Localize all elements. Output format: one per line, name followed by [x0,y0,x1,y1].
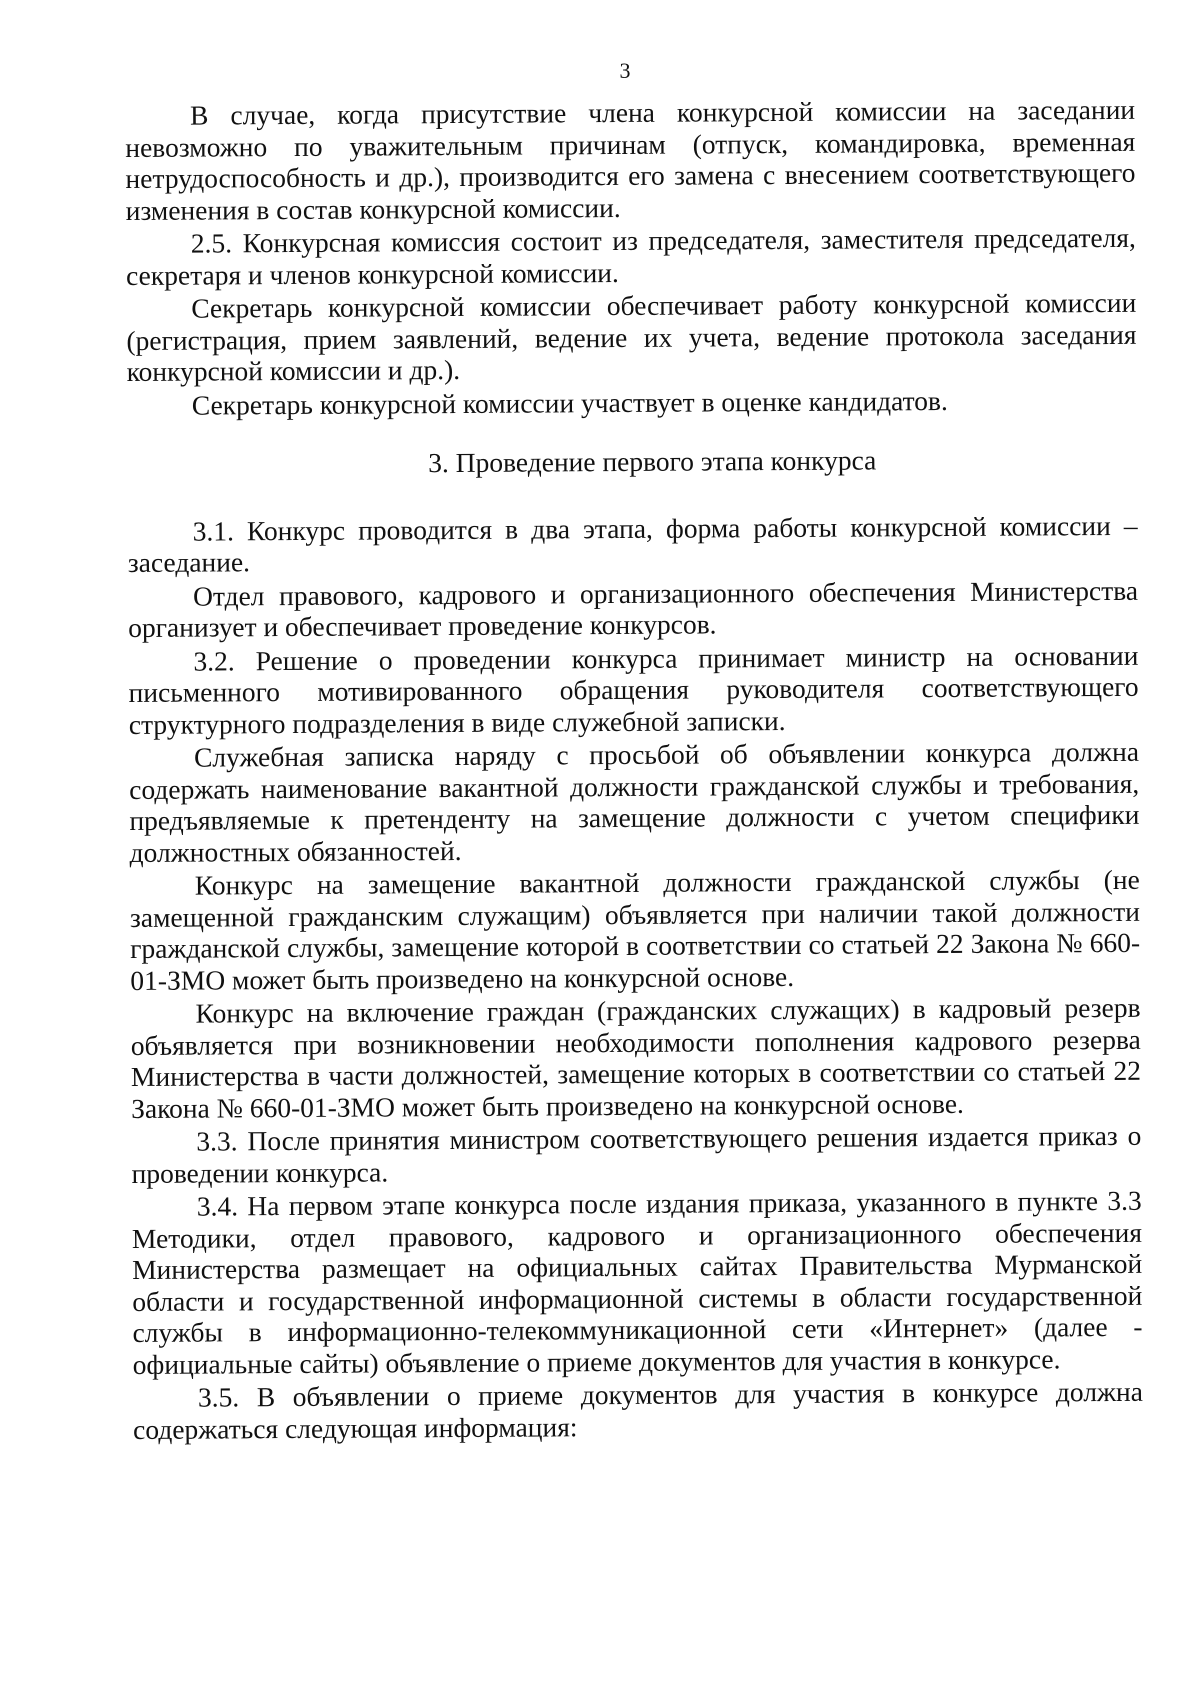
paragraph-reserve-contest: Конкурс на включение граждан (гражданских служащих) в кадровый резерв объявляется при возникновении необходимости пополнения кадрового резерва Министерства в части должностей, замещение которых в соответствии со статьей 22 Закона № 660-01-ЗМО может быть произведено на конкурсной основе. [130,991,1142,1124]
paragraph-member-replacement: В случае, когда присутствие члена конкурсной комиссии на заседании невозможно по уважительным причинам (отпуск, командировка, временная нетрудоспособность и др.), производится его замена с внесением соответствующего изменения в состав конкурсной комиссии. [125,93,1136,226]
paragraph-department: Отдел правового, кадрового и организационного обеспечения Министерства организует и обеспечивает проведение конкурсов. [128,574,1139,643]
paragraph-3-1: 3.1. Конкурс проводится в два этапа, форма работы конкурсной комиссии – заседание. [127,509,1138,578]
document-body [125,94,1143,1445]
paragraph-3-4: 3.4. На первом этапе конкурса после издания приказа, указанного в пункте 3.3 Методики, отдел правового, кадрового и организационного обеспечения Министерства размещает на официальных сайтах Правительства Мурманской области и государственной информационной системы в области государственной службы в информационно-телекоммуникационной сети «Интернет» (далее - официальные сайты) объявление о приеме документов для участия в конкурсе. [131,1184,1143,1380]
paragraph-3-3: 3.3. После принятия министром соответствующего решения издается приказ о проведении конкурса. [131,1119,1142,1189]
paragraph-2-5: 2.5. Конкурсная комиссия состоит из председателя, заместителя председателя, секретаря и членов конкурсной комиссии. [125,221,1136,291]
paragraph-vacancy-contest: Конкурс на замещение вакантной должности гражданской службы (не замещенной гражданским служащим) объявляется при наличии такой должности гражданской службы, замещение которой в соответствии со статьей 22 Закона № 660-01-ЗМО может быть произведено на конкурсной основе. [129,863,1141,996]
paragraph-3-5: 3.5. В объявлении о приеме документов для участия в конкурсе должна содержаться следующая информация: [133,1375,1144,1445]
section-heading: 3. Проведение первого этапа конкурса [428,444,877,479]
paragraph-3-2: 3.2. Решение о проведении конкурса принимает министр на основании письменного мотивированного обращения руководителя соответствующего структурного подразделения в виде служебной записки. [128,639,1139,740]
paragraph-secretary-duties: Секретарь конкурсной комиссии обеспечивает работу конкурсной комиссии (регистрация, прием заявлений, ведение их учета, ведение протокола заседания конкурсной комиссии и др.). [126,286,1137,387]
page-number: 3 [619,58,631,83]
paragraph-secretary-evaluation: Секретарь конкурсной комиссии участвует в оценке кандидатов. [191,384,948,421]
paragraph-memo: Служебная записка наряду с просьбой об объявлении конкурса должна содержать наименование вакантной должности гражданской службы и требования, предъявляемые к претенденту на замещение должности с учетом специфики должностных обязанностей. [129,735,1140,868]
